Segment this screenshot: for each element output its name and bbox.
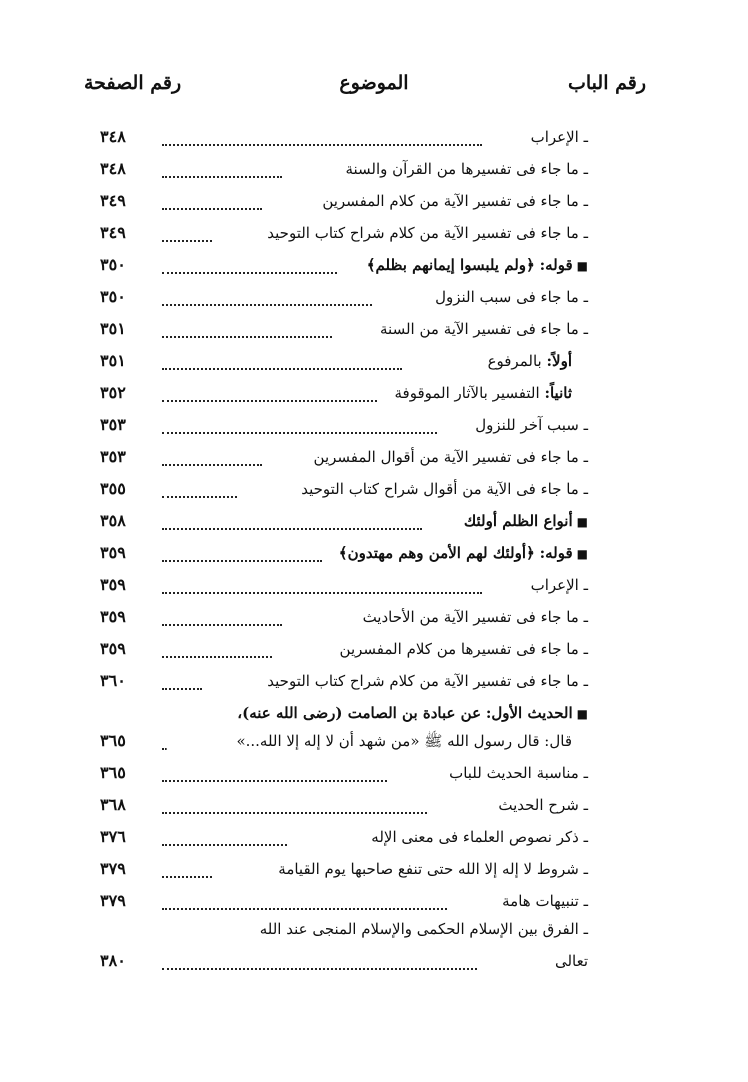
dot-leader — [162, 482, 237, 498]
header-chapter-number: رقم الباب — [568, 72, 646, 94]
toc-page-number: ٣٥٢ — [100, 383, 126, 402]
toc-page-number: ٣٦٠ — [100, 671, 126, 690]
toc-page-number: ٣٥٥ — [100, 479, 126, 498]
dot-leader — [162, 162, 282, 178]
toc-entry-title — [340, 636, 588, 662]
toc-entry — [100, 668, 588, 698]
square-bullet-icon: ■ — [576, 259, 588, 273]
dot-leader — [162, 830, 287, 846]
toc-page-number: ٣٥٣ — [100, 415, 126, 434]
toc-entry-title — [488, 348, 572, 374]
toc-page-number: ٣٥٨ — [100, 511, 126, 530]
toc-entry-title — [267, 668, 588, 694]
toc-page-number: ٣٧٩ — [100, 859, 126, 878]
square-bullet-icon: ■ — [576, 515, 588, 529]
toc-page-number: ٣٥١ — [100, 351, 126, 370]
toc-entry-text: التفسير بالآثار الموقوفة — [394, 384, 540, 402]
dot-leader — [162, 862, 212, 878]
dot-leader — [162, 450, 262, 466]
toc-entry-text: ـ شرح الحديث — [498, 796, 588, 814]
toc-entry — [100, 760, 588, 790]
toc-entry-text: تعالى — [554, 952, 588, 970]
dot-leader — [162, 610, 282, 626]
dot-leader — [162, 954, 477, 970]
toc-entry-title — [363, 604, 588, 630]
toc-page-number: ٣٥٩ — [100, 639, 126, 658]
toc-page-number: ٣٥٩ — [100, 575, 126, 594]
toc-entry-title — [435, 284, 588, 310]
toc-page-number: ٣٥٠ — [100, 255, 126, 274]
dot-leader — [162, 354, 402, 370]
toc-entry-title — [367, 252, 588, 279]
toc-entry-text: ـ ما جاء فى تفسيرها من كلام المفسرين — [339, 640, 588, 658]
toc-entry-label: قوله: — [539, 544, 573, 562]
toc-entry — [100, 856, 588, 886]
toc-entry-text: ـ ما جاء فى تفسير الآية من السنة — [380, 320, 588, 338]
toc-page-number: ٣٦٥ — [100, 763, 126, 782]
dot-leader — [162, 226, 212, 242]
dot-leader — [162, 766, 387, 782]
toc-entry — [100, 156, 588, 186]
dot-leader — [162, 290, 372, 306]
toc-entry-text: ـ ما جاء فى سبب النزول — [435, 288, 588, 306]
toc-entry-text: ﴿ولم يلبسوا إيمانهم بظلم﴾ — [366, 256, 535, 274]
toc-entry-title — [314, 444, 588, 470]
dot-leader — [162, 386, 377, 402]
toc-entry-title — [531, 124, 588, 150]
toc-page-number: ٣٧٩ — [100, 891, 126, 910]
toc-entry-text: ـ الإعراب — [530, 576, 588, 594]
toc-entry-title — [237, 700, 588, 727]
toc-entry-label: الحديث الأول: — [485, 704, 573, 722]
toc-entry-title — [322, 188, 588, 214]
toc-entry — [100, 508, 588, 538]
toc-entry — [100, 348, 588, 378]
toc-entry — [100, 476, 588, 506]
toc-entry-text: عن عبادة بن الصامت (رضى الله عنه)، — [237, 704, 482, 722]
toc-entry-title — [278, 856, 588, 882]
toc-entry-title — [502, 888, 588, 914]
dot-leader — [162, 734, 167, 750]
toc-entry-title — [236, 728, 572, 754]
toc-page-number: ٣٤٩ — [100, 223, 126, 242]
toc-page-number: ٣٨٠ — [100, 951, 126, 970]
toc-entry-title — [395, 380, 573, 406]
toc-entry-text: ـ ما جاء فى تفسير الآية من الأحاديث — [362, 608, 588, 626]
toc-entry-text: ـ ما جاء فى الآية من أقوال شراح كتاب التوحيد — [301, 480, 588, 498]
toc-entry-title — [475, 412, 588, 438]
toc-entry-text: ـ ما جاء فى تفسير الآية من أقوال المفسرين — [313, 448, 588, 466]
toc-entry — [100, 220, 588, 250]
dot-leader — [162, 798, 427, 814]
dot-leader — [162, 514, 422, 530]
toc-entry — [100, 728, 588, 758]
toc-entry-title — [345, 156, 588, 182]
toc-entry-text: ـ تنبيهات هامة — [502, 892, 588, 910]
toc-entry-title — [555, 948, 588, 974]
toc-entry-title — [531, 572, 588, 598]
toc-entry — [100, 316, 588, 346]
toc-entry-text: ـ شروط لا إله إلا الله حتى تنفع صاحبها يوم القيامة — [278, 860, 588, 878]
toc-entry-text: ـ الإعراب — [530, 128, 588, 146]
toc-entry-text: ـ ما جاء فى تفسير الآية من كلام شراح كتاب التوحيد — [267, 224, 588, 242]
header-page-number: رقم الصفحة — [84, 72, 182, 94]
dot-leader — [162, 674, 202, 690]
toc-entry-text: ﴿أولئك لهم الأمن وهم مهتدون﴾ — [338, 544, 535, 562]
toc-entry — [100, 948, 588, 978]
toc-entry-text: ـ سبب آخر للنزول — [475, 416, 588, 434]
toc-entry-label: قوله: — [539, 256, 573, 274]
toc-entry-title — [301, 476, 588, 502]
toc-entry-text: ـ ما جاء فى تفسير الآية من كلام المفسرين — [322, 192, 588, 210]
toc-entry — [100, 380, 588, 410]
toc-entry — [100, 916, 588, 946]
toc-entry — [100, 412, 588, 442]
toc-entry — [100, 252, 588, 282]
toc-entry — [100, 604, 588, 634]
toc-entry-label: أولاً: — [546, 352, 572, 370]
toc-page-number: ٣٤٨ — [100, 159, 126, 178]
toc-page-number: ٣٦٨ — [100, 795, 126, 814]
dot-leader — [162, 130, 482, 146]
toc-entry-text: ـ ما جاء فى تفسيرها من القرآن والسنة — [345, 160, 588, 178]
toc-entry-label: ثانياً: — [544, 384, 572, 402]
dot-leader — [162, 546, 322, 562]
toc-page-number: ٣٥٣ — [100, 447, 126, 466]
toc-entry — [100, 444, 588, 474]
toc-page-number: ٣٥٠ — [100, 287, 126, 306]
toc-page-number: ٣٥٩ — [100, 543, 126, 562]
dot-leader — [162, 258, 337, 274]
toc-entry-text: ـ الفرق بين الإسلام الحكمى والإسلام المنجى عند الله — [259, 920, 588, 938]
toc-entry — [100, 284, 588, 314]
toc-entry-text: ـ مناسبة الحديث للباب — [449, 764, 588, 782]
toc-entry-text: ـ ذكر نصوص العلماء فى معنى الإله — [371, 828, 588, 846]
toc-entry — [100, 636, 588, 666]
toc-entry-text: بالمرفوع — [487, 352, 542, 370]
toc-entry-title — [339, 540, 588, 567]
dot-leader — [162, 194, 262, 210]
dot-leader — [162, 894, 447, 910]
toc-entry — [100, 824, 588, 854]
toc-entry-title — [498, 792, 588, 818]
toc-entry-title — [464, 508, 588, 535]
toc-entry-text: ـ ما جاء فى تفسير الآية من كلام شراح كتاب التوحيد — [267, 672, 588, 690]
toc-entry-text: قال: قال رسول الله ﷺ «من شهد أن لا إله إلا الله...» — [236, 732, 572, 750]
toc-entry — [100, 124, 588, 154]
header-topic: الموضوع — [339, 72, 409, 94]
toc-entry — [100, 572, 588, 602]
dot-leader — [162, 322, 332, 338]
toc-entry-label: أنواع الظلم أولئك — [463, 512, 573, 530]
toc-entry-title — [267, 220, 588, 246]
toc-entry — [100, 888, 588, 918]
square-bullet-icon: ■ — [576, 547, 588, 561]
toc-page-number: ٣٦٥ — [100, 731, 126, 750]
toc-entry — [100, 540, 588, 570]
toc-entry-title — [371, 824, 588, 850]
toc-entry-title — [449, 760, 588, 786]
toc-entry — [100, 792, 588, 822]
toc-page-number: ٣٧٦ — [100, 827, 126, 846]
toc-page-number: ٣٤٨ — [100, 127, 126, 146]
toc-page-number: ٣٤٩ — [100, 191, 126, 210]
square-bullet-icon: ■ — [576, 707, 588, 721]
toc-entry-title — [380, 316, 588, 342]
toc-page-number: ٣٥١ — [100, 319, 126, 338]
dot-leader — [162, 642, 272, 658]
toc-entry — [100, 700, 588, 730]
dot-leader — [162, 578, 482, 594]
toc-entry-title — [260, 916, 588, 942]
toc-page-number: ٣٥٩ — [100, 607, 126, 626]
dot-leader — [162, 418, 437, 434]
toc-entry — [100, 188, 588, 218]
